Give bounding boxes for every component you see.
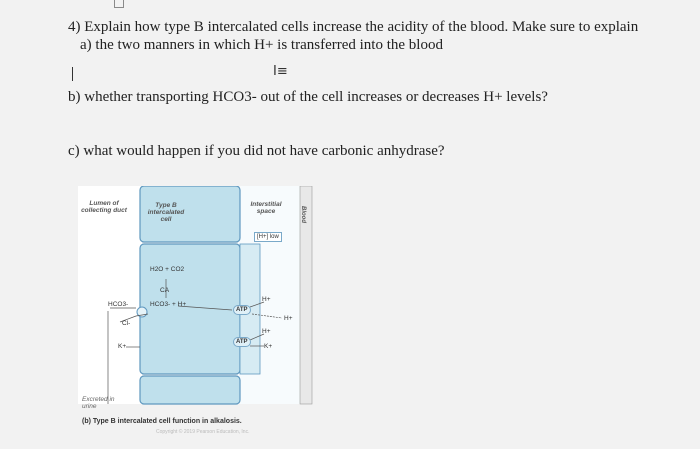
h-out-label-1: H+ [262, 296, 271, 303]
enzyme-label: CA [160, 287, 170, 294]
hco3-lumen-label: HCO3- [108, 301, 129, 308]
kidney-cell-figure [78, 186, 330, 434]
lower-cell-shape [140, 376, 240, 404]
type-b-cell-shape [140, 244, 240, 374]
cell-label: Type B intercalated cell [147, 202, 185, 223]
lumen-label: Lumen of collecting duct [81, 200, 127, 214]
lumen-region [78, 186, 142, 404]
k-in-label: K+ [264, 343, 273, 350]
document-corner-icon [114, 0, 124, 8]
k-lumen-label: K+ [118, 343, 127, 350]
h-blood-label: H+ [284, 315, 293, 322]
question-part-b: b) whether transporting HCO3- out of the cell increases or decreases H+ levels? [68, 89, 548, 105]
h-low-badge: [H+] low [254, 232, 282, 242]
ibeam-icon: I≡ [273, 64, 288, 79]
reaction-top: H2O + CO2 [150, 266, 185, 273]
h-in-label: H+ [262, 328, 271, 335]
question-part-a [80, 36, 443, 54]
atp-badge-1: ATP [233, 305, 251, 315]
question-title: 4) Explain how type B intercalated cells increase the acidity of the blood. Make sure to explain [68, 19, 639, 35]
atp-badge-2: ATP [233, 337, 251, 347]
part-a-text: a) the two manners in which H+ is transferred into the blood [80, 37, 443, 53]
figure-copyright: Copyright © 2019 Pearson Education, Inc. [156, 429, 250, 435]
cl-lumen-label: Cl- [122, 320, 131, 327]
interstitial-label: Interstitial space [250, 201, 282, 215]
question-part-c: c) what would happen if you did not have carbonic anhydrase? [68, 143, 445, 159]
text-cursor-icon [72, 67, 73, 81]
reaction-products: HCO3- + H+ [150, 301, 187, 308]
blood-label: Blood [300, 206, 306, 223]
figure-caption: (b) Type B intercalated cell function in alkalosis. [82, 418, 242, 425]
excreted-label: Excreted in urine [82, 396, 115, 410]
